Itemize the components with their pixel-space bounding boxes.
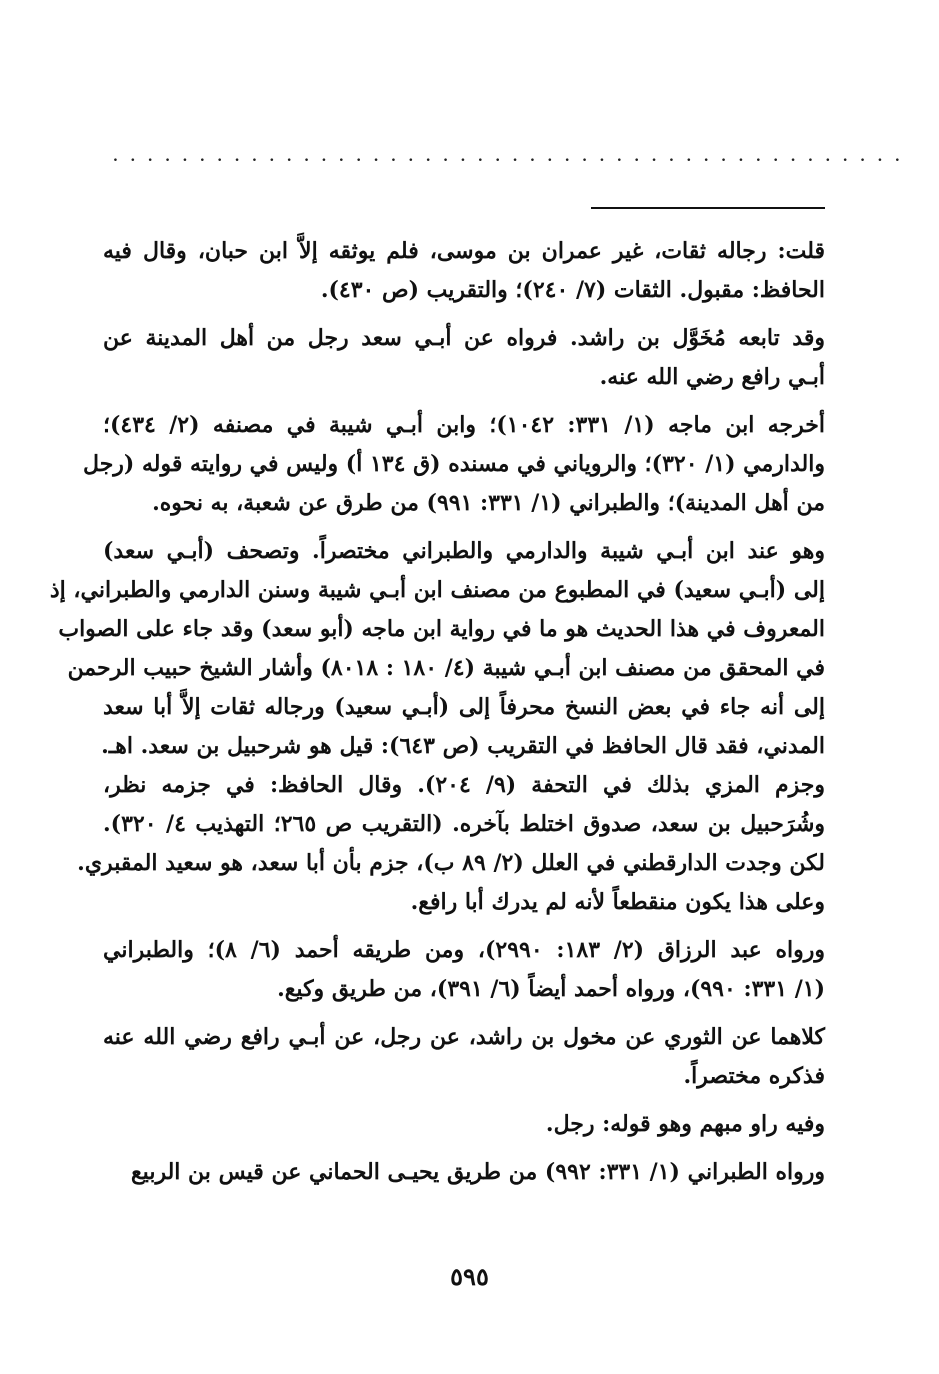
text-line: وعلى هذا يكون منقطعاً لأنه لم يدرك أبا رافع. bbox=[410, 889, 825, 915]
footnote-text bbox=[49, 232, 826, 1192]
text-line: في المحقق من مصنف ابن أبـي شيبة (٤/ ١٨٠ : ٨٠١٨) وأشار الشيخ حبيب الرحمن bbox=[67, 655, 825, 681]
paragraph bbox=[103, 1153, 825, 1192]
text-line: وجزم المزي بذلك في التحفة (٩/ ٢٠٤). وقال الحافظ: في جزمه نظر، bbox=[103, 772, 825, 798]
text-line: والدارمي (١/ ٣٢٠)؛ والروياني في مسنده (ق ١٣٤ أ) وليس في روايته قوله (رجل bbox=[83, 451, 825, 477]
text-line: أخرجه ابن ماجه (١/ ٣٣١: ١٠٤٢)؛ وابن أبـي شيبة في مصنفه (٢/ ٤٣٤)؛ bbox=[103, 412, 825, 438]
paragraph bbox=[103, 1018, 825, 1096]
paragraph bbox=[103, 319, 825, 397]
footnote-rule bbox=[591, 207, 825, 209]
text-line: (١/ ٣٣١: ٩٩٠)، ورواه أحمد أيضاً (٦/ ٣٩١)، من طريق وكيع. bbox=[277, 976, 825, 1002]
text-line: قلت: رجاله ثقات، غير عمران بن موسى، فلم يوثقه إلاَّ ابن حبان، وقال فيه bbox=[103, 238, 825, 264]
page-number: ٥٩٥ bbox=[450, 1262, 489, 1291]
text-line: وفيه راو مبهم وهو قوله: رجل. bbox=[545, 1111, 825, 1137]
text-line: وشُرَحبيل بن سعد، صدوق اختلط بآخره. (التقريب ص ٢٦٥؛ التهذيب ٤/ ٣٢٠). bbox=[103, 811, 826, 837]
text-line: المعروف في هذا الحديث هو ما في رواية ابن ماجه (أبو سعد) وقد جاء على الصواب bbox=[58, 616, 825, 642]
paragraph bbox=[83, 406, 825, 523]
paragraph bbox=[103, 232, 825, 310]
dotted-separator: .............................................. bbox=[113, 149, 913, 165]
text-line: ورواه الطبراني (١/ ٣٣١: ٩٩٢) من طريق يحيـى الحماني عن قيس بن الربيع bbox=[130, 1159, 825, 1185]
text-line: لكن وجدت الدارقطني في العلل (٢/ ٨٩ ب)، جزم بأن أبا سعد، هو سعيد المقبري. bbox=[77, 850, 825, 876]
text-line: الحافظ: مقبول. الثقات (٧/ ٢٤٠)؛ والتقريب (ص ٤٣٠). bbox=[320, 277, 825, 303]
text-line: إلى (أبـي سعيد) في المطبوع من مصنف ابن أبـي شيبة وسنن الدارمي والطبراني، إذ bbox=[49, 577, 825, 603]
paragraph bbox=[103, 931, 825, 1009]
text-line: من أهل المدينة)؛ والطبراني (١/ ٣٣١: ٩٩١) من طرق عن شعبة، به نحوه. bbox=[152, 490, 825, 516]
text-line: إلى أنه جاء في بعض النسخ محرفاً إلى (أبـي سعيد) ورجاله ثقات إلاَّ أبا سعد bbox=[103, 694, 825, 720]
text-line: المدني، فقد قال الحافظ في التقريب (ص ٦٤٣): قيل هو شرحبيل بن سعد. اهـ. bbox=[101, 733, 825, 759]
text-line: ورواه عبد الرزاق (٢/ ١٨٣: ٢٩٩٠)، ومن طريقه أحمد (٦/ ٨)؛ والطبراني bbox=[103, 937, 826, 963]
text-line: وقد تابعه مُخَوَّل بن راشد. فرواه عن أبـي سعد رجل من أهل المدينة عن bbox=[103, 325, 825, 351]
paragraph bbox=[49, 532, 826, 922]
text-line: كلاهما عن الثوري عن مخول بن راشد، عن رجل، عن أبـي رافع رضي الله عنه bbox=[103, 1024, 825, 1050]
paragraph bbox=[103, 1105, 825, 1144]
text-line: فذكره مختصراً. bbox=[683, 1063, 825, 1089]
text-line: أبـي رافع رضي الله عنه. bbox=[599, 364, 825, 390]
text-line: وهو عند ابن أبـي شيبة والدارمي والطبراني مختصراً. وتصحف (أبـي سعد) bbox=[103, 538, 825, 564]
